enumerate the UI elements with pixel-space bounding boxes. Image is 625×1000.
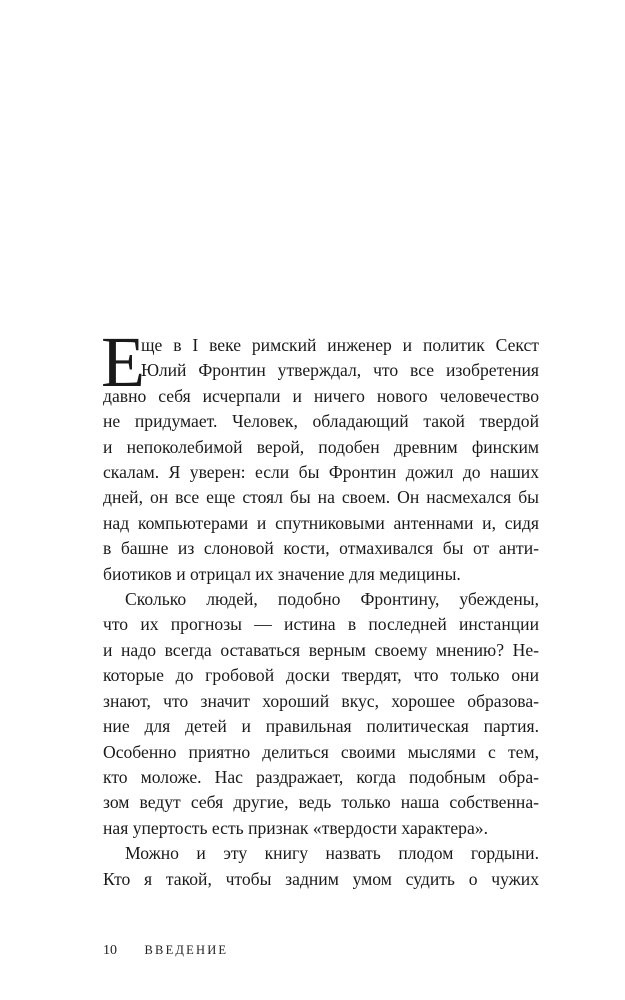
text-line: что их прогнозы — истина в последней инстанции [103, 614, 539, 635]
text-line: и надо всегда оставаться верным своему мнению? Не- [103, 639, 539, 660]
text-line: скалам. Я уверен: если бы Фронтин дожил до наших [103, 462, 539, 483]
text-line: в башне из слоновой кости, отмахивался бы от анти- [103, 538, 539, 559]
text-line: биотиков и отрицал их значение для медицины. [103, 563, 461, 584]
text-line: зом ведут себя другие, ведь только наша собственна- [103, 792, 539, 813]
drop-cap: Е [101, 322, 145, 402]
text-line: которые до гробовой доски твердят, что только они [103, 665, 539, 686]
text-line: давно себя исчерпали и ничего нового человечество [103, 385, 539, 406]
text-line: Кто я такой, чтобы задним умом судить о чужих [103, 868, 539, 889]
text-line: Можно и эту книгу назвать плодом гордыни. [125, 843, 539, 864]
text-line: над компьютерами и спутниковыми антеннами и, сидя [103, 512, 539, 533]
text-line: не придумает. Человек, обладающий такой твердой [103, 411, 539, 432]
body-text [103, 333, 539, 892]
text-line: дней, он все еще стоял бы на своем. Он насмехался бы [103, 487, 539, 508]
text-line: ная упертость есть признак «твердости характера». [103, 817, 488, 838]
running-section-title: ВВЕДЕНИЕ [144, 943, 229, 957]
page-footer [103, 943, 228, 959]
text-line: кто моложе. Нас раздражает, когда подобным обра- [103, 766, 539, 787]
text-line: и непоколебимой верой, подобен древним финским [103, 436, 539, 457]
text-line: ще в I веке римский инженер и политик Секст [141, 335, 539, 355]
text-line: Юлий Фронтин утверждал, что все изобретения [141, 360, 539, 381]
text-line: Особенно приятно делиться своими мыслями с тем, [103, 741, 539, 762]
page-number: 10 [103, 943, 117, 958]
text-line: знают, что значит хороший вкус, хорошее образова- [103, 690, 539, 711]
text-line: ние для детей и правильная политическая партия. [103, 716, 539, 737]
text-line: Сколько людей, подобно Фронтину, убеждены, [125, 589, 539, 610]
